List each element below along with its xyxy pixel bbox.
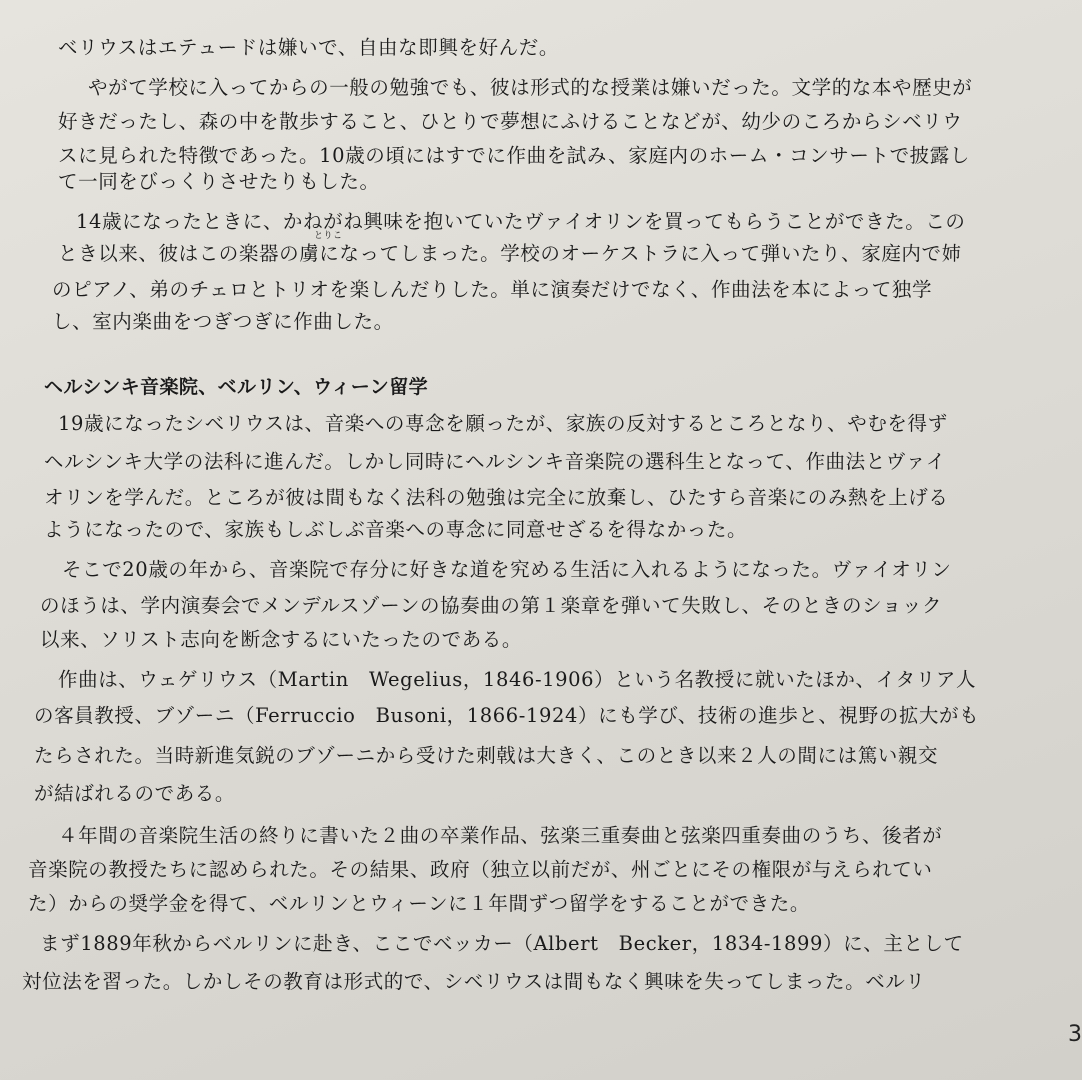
text-line: が結ばれるのである。 [34,782,236,805]
furigana: とりこ [314,231,343,241]
text-line: のピアノ、弟のチェロとトリオを楽しんだりした。単に演奏だけでなく、作曲法を本によって独学 [52,278,933,301]
page-number: 3 [1068,1022,1082,1047]
text-line: 作曲は、ウェゲリウス（Martin Wegelius，1846-1906）という名教授に就いたほか、イタリア人 [58,668,977,691]
section-heading: ヘルシンキ音楽院、ベルリン、ウィーン留学 [44,376,429,398]
text-line: て一同をびっくりさせたりもした。 [58,170,380,193]
text-line: 以来、ソリスト志向を断念するにいたったのである。 [40,628,523,651]
text-line: ようになったので、家族もしぶしぶ音楽への専念に同意せざるを得なかった。 [44,518,748,541]
text-line: たらされた。当時新進気鋭のブゾーニから受けた刺戟は大きく、このとき以来２人の間には篤い親交 [34,744,939,767]
text-line: 好きだったし、森の中を散歩すること、ひとりで夢想にふけることなどが、幼少のころからシベリウ [58,110,963,133]
text-line: ベリウスはエテュードは嫌いで、自由な即興を好んだ。 [58,36,559,59]
text-line: まず1889年秋からベルリンに赴き、ここでベッカー（Albert Becker，1834-1899）に、主として [40,932,964,955]
text-line: 対位法を習った。しかしその教育は形式的で、シベリウスは間もなく興味を失ってしまった。ベルリ [22,970,926,993]
text-line: ヘルシンキ大学の法科に進んだ。しかし同時にヘルシンキ音楽院の選科生となって、作曲法とヴァイ [44,450,946,473]
text-line: とき以来、彼はこの楽器の虜になってしまった。学校のオーケストラに入って弾いたり、家庭内で姉 [58,242,962,265]
text-line: 14歳になったときに、かねがね興味を抱いていたヴァイオリンを買ってもらうことができた。この [76,210,966,233]
text-line: ４年間の音楽院生活の終りに書いた２曲の卒業作品、弦楽三重奏曲と弦楽四重奏曲のうち、後者が [58,824,943,847]
text-line: 19歳になったシベリウスは、音楽への専念を願ったが、家族の反対するところとなり、やむを得ず [58,412,948,435]
text-line: オリンを学んだ。ところが彼は間もなく法科の勉強は完全に放棄し、ひたすら音楽にのみ熱を上げる [44,486,949,509]
text-line: スに見られた特徴であった。10歳の頃にはすでに作曲を試み、家庭内のホーム・コンサートで披露し [58,144,970,167]
text-line: の客員教授、ブゾーニ（Ferruccio Busoni，1866-1924）にも学び、技術の進歩と、視野の拡大がも [34,704,980,727]
text-line: そこで20歳の年から、音楽院で存分に好きな道を究める生活に入れるようになった。ヴァイオリン [62,558,952,581]
text-line: のほうは、学内演奏会でメンデルスゾーンの協奏曲の第１楽章を弾いて失敗し、そのときのショック [40,594,943,617]
text-line: やがて学校に入ってからの一般の勉強でも、彼は形式的な授業は嫌いだった。文学的な本や歴史が [88,76,973,99]
text-line: た）からの奨学金を得て、ベルリンとウィーンに１年間ずつ留学をすることができた。 [28,892,810,915]
text-line: し、室内楽曲をつぎつぎに作曲した。 [52,310,394,333]
text-line: 音楽院の教授たちに認められた。その結果、政府（独立以前だが、州ごとにその権限が与えられてい [28,858,933,881]
